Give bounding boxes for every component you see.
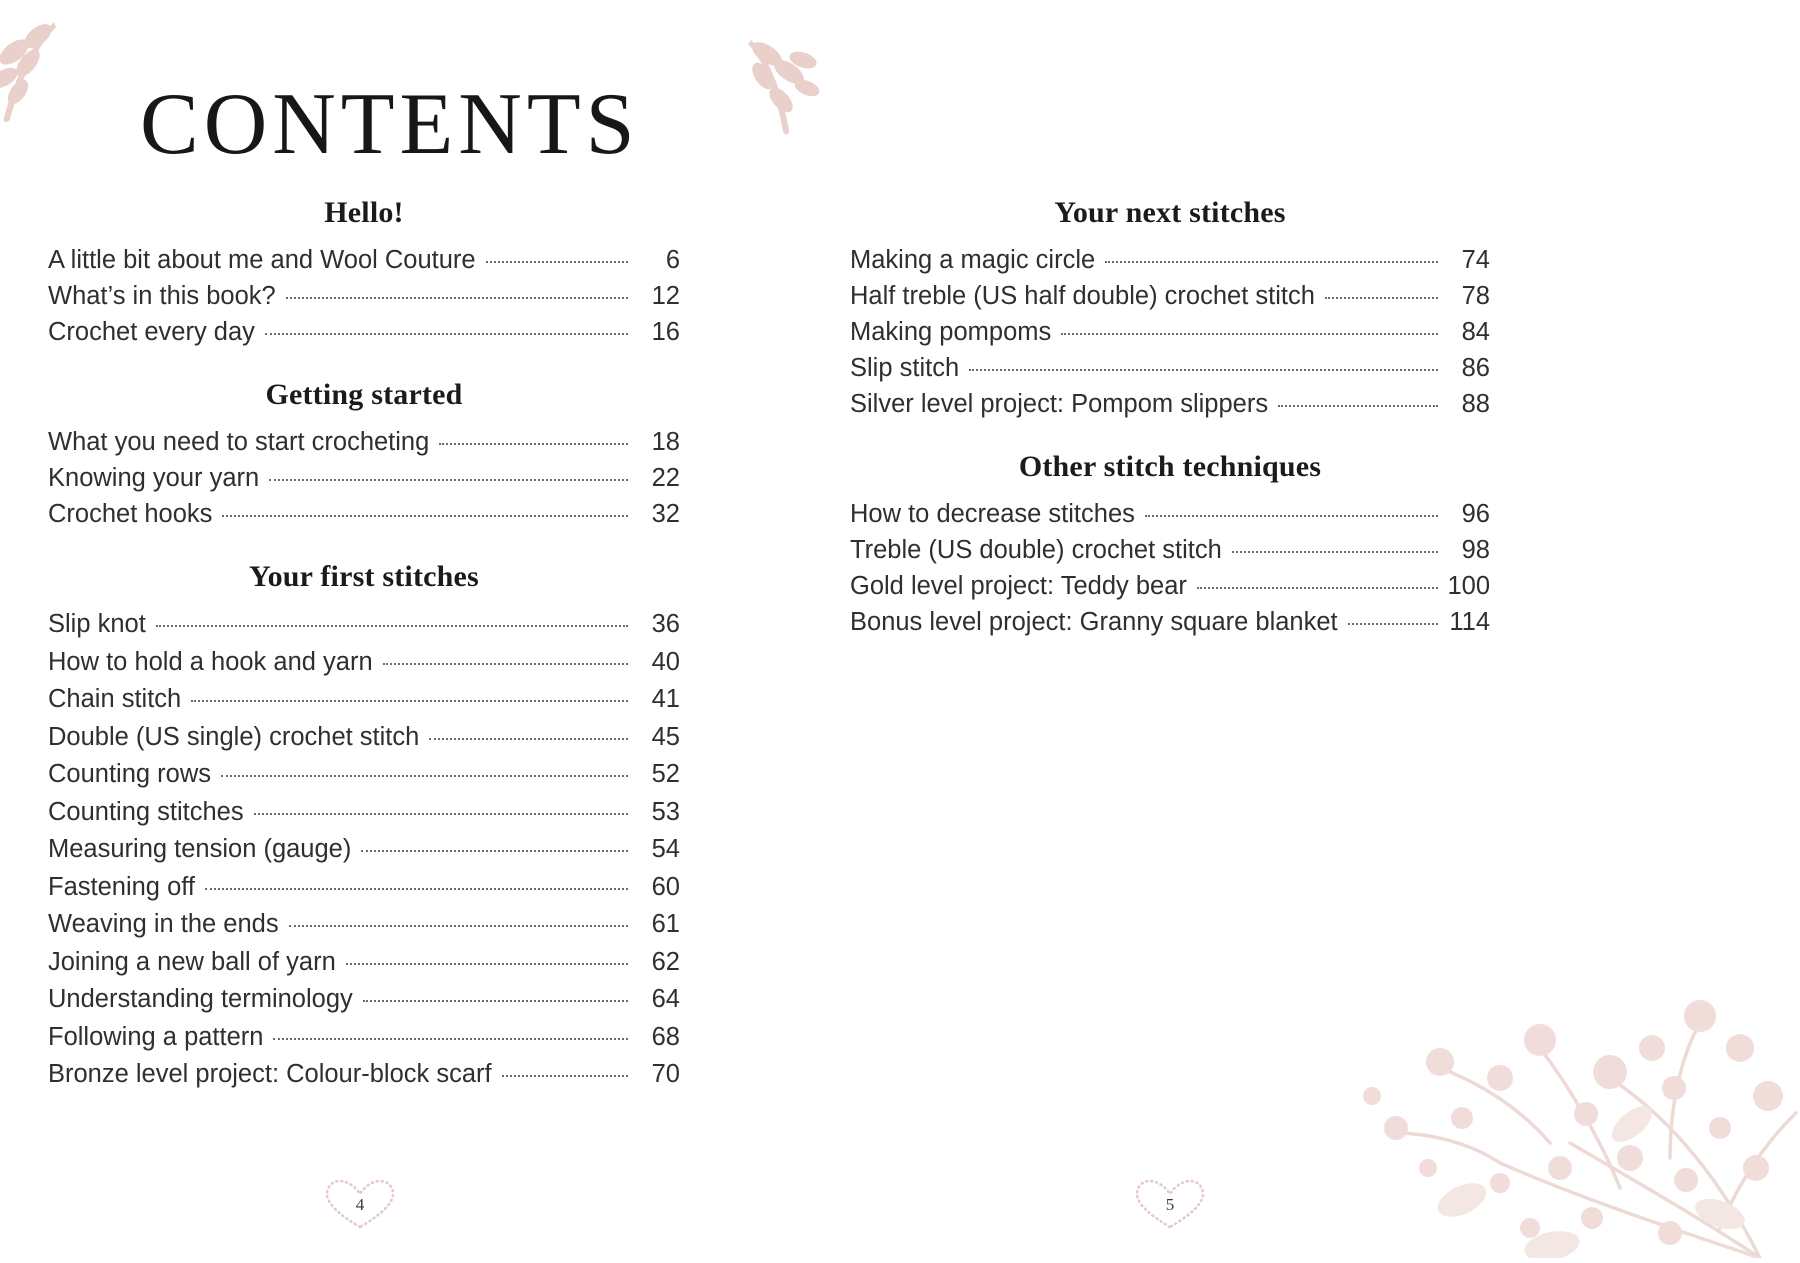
toc-entry-label: Measuring tension (gauge) (48, 835, 352, 863)
toc-entry[interactable] (48, 1019, 680, 1057)
toc-entry-label: What’s in this book? (48, 282, 276, 310)
toc-entry[interactable] (48, 314, 680, 350)
toc-entry[interactable] (48, 424, 680, 460)
toc-entry-label: Double (US single) crochet stitch (48, 722, 420, 751)
toc-entry-label: Silver level project: Pompom slippers (850, 390, 1269, 418)
toc-entry-page: 74 (1461, 246, 1490, 274)
toc-entry-page: 36 (651, 610, 680, 638)
toc-leader-dots (1145, 514, 1438, 517)
toc-entry-page: 96 (1461, 500, 1490, 528)
toc-entry-label: Following a pattern (48, 1022, 264, 1051)
page-title: CONTENTS (140, 75, 640, 173)
toc-entry-label: Half treble (US half double) crochet stitch (850, 282, 1315, 310)
toc-entry-label: Treble (US double) crochet stitch (850, 536, 1222, 564)
toc-entry-page: 70 (651, 1060, 680, 1088)
toc-leader-dots (486, 260, 628, 263)
toc-entry-page: 52 (651, 760, 680, 788)
page-number: 5 (1165, 1195, 1175, 1214)
leaf-sprig-icon (0, 18, 74, 133)
toc-entry-page: 64 (651, 985, 680, 1013)
toc-entry-label: Understanding terminology (48, 985, 353, 1013)
toc-section-other-stitch-techniques (850, 450, 1490, 640)
toc-entry-page: 32 (651, 500, 680, 528)
toc-entry-label: Fastening off (48, 872, 195, 901)
toc-entry-page: 40 (651, 647, 680, 676)
toc-entry-label: Bonus level project: Granny square blanket (850, 608, 1338, 636)
toc-entry-page: 22 (651, 464, 680, 492)
toc-entry-page: 88 (1461, 390, 1490, 418)
toc-entry-label: Chain stitch (48, 685, 182, 713)
toc-entry-label: Making a magic circle (850, 246, 1096, 274)
toc-leader-dots (156, 624, 628, 627)
toc-entry-label: Bronze level project: Colour-block scarf (48, 1060, 492, 1088)
toc-column-left (48, 196, 680, 1100)
toc-entry-page: 62 (651, 947, 680, 976)
toc-entry-label: A little bit about me and Wool Couture (48, 246, 476, 274)
toc-leader-dots (191, 699, 628, 702)
berry-branch-icon (1200, 928, 1800, 1263)
toc-leader-dots (346, 962, 628, 965)
toc-entry[interactable] (850, 350, 1490, 386)
toc-entry-page: 78 (1461, 282, 1490, 310)
toc-section-your-first-stitches (48, 560, 680, 1094)
toc-column-right (850, 196, 1490, 646)
leaf-sprig-icon (745, 38, 835, 143)
toc-entry[interactable] (48, 681, 680, 719)
section-heading: Other stitch techniques (1018, 450, 1322, 483)
toc-entry[interactable] (850, 532, 1490, 568)
page-number: 4 (355, 1195, 365, 1214)
toc-entry[interactable] (48, 1056, 680, 1094)
section-heading: Hello! (324, 196, 404, 229)
toc-leader-dots (222, 514, 628, 517)
toc-leader-dots (289, 924, 628, 927)
toc-leader-dots (363, 999, 628, 1002)
toc-section-your-next-stitches (850, 196, 1490, 422)
toc-leader-dots (429, 737, 628, 740)
page-marker-left (315, 1175, 405, 1235)
toc-leader-dots (1197, 586, 1438, 589)
toc-entry-label: Slip knot (48, 610, 146, 638)
toc-entry-label: Making pompoms (850, 318, 1052, 346)
toc-entry[interactable] (48, 606, 680, 644)
toc-entry[interactable] (48, 496, 680, 532)
toc-leader-dots (1105, 260, 1438, 263)
toc-entry[interactable] (850, 314, 1490, 350)
toc-entry-label: Crochet every day (48, 318, 255, 346)
toc-entry-label: Crochet hooks (48, 500, 213, 528)
toc-entry-label: Slip stitch (850, 354, 960, 382)
toc-leader-dots (1278, 404, 1438, 407)
toc-entry-page: 18 (651, 428, 680, 456)
toc-entry-page: 114 (1449, 608, 1490, 636)
toc-entry[interactable] (48, 869, 680, 907)
toc-entry[interactable] (850, 604, 1490, 640)
toc-entry-label: Counting rows (48, 760, 211, 788)
toc-leader-dots (1061, 332, 1438, 335)
toc-entry-page: 86 (1461, 354, 1490, 382)
toc-leader-dots (286, 296, 628, 299)
toc-entry[interactable] (850, 278, 1490, 314)
toc-entry[interactable] (48, 756, 680, 794)
toc-leader-dots (361, 849, 628, 852)
toc-leader-dots (969, 368, 1438, 371)
toc-entry[interactable] (48, 906, 680, 944)
toc-entry[interactable] (48, 242, 680, 278)
toc-entry[interactable] (850, 568, 1490, 604)
toc-leader-dots (1325, 296, 1438, 299)
toc-leader-dots (221, 774, 628, 777)
toc-entry-label: How to hold a hook and yarn (48, 647, 373, 676)
toc-leader-dots (205, 887, 628, 890)
toc-leader-dots (269, 478, 628, 481)
toc-entry-page: 16 (651, 318, 680, 346)
toc-entry[interactable] (850, 496, 1490, 532)
toc-section-hello (48, 196, 680, 350)
toc-entry-page: 6 (665, 246, 680, 274)
toc-entry-page: 98 (1461, 536, 1490, 564)
toc-entry[interactable] (850, 242, 1490, 278)
toc-entry-page: 45 (651, 722, 680, 751)
toc-entry-page: 41 (651, 685, 680, 713)
toc-entry[interactable] (48, 981, 680, 1019)
toc-entry[interactable] (48, 831, 680, 869)
toc-entry-label: Joining a new ball of yarn (48, 947, 336, 976)
toc-entry-page: 68 (651, 1022, 680, 1051)
toc-entry[interactable] (48, 278, 680, 314)
toc-leader-dots (265, 332, 628, 335)
toc-entry-label: Counting stitches (48, 797, 244, 826)
toc-leader-dots (439, 442, 628, 445)
toc-leader-dots (1348, 622, 1438, 625)
section-heading: Your first stitches (249, 560, 479, 593)
toc-entry[interactable] (48, 944, 680, 982)
toc-entry-page: 61 (651, 910, 680, 938)
toc-entry-page: 60 (651, 872, 680, 901)
toc-leader-dots (502, 1074, 628, 1077)
toc-entry[interactable] (48, 460, 680, 496)
toc-leader-dots (1232, 550, 1438, 553)
section-heading: Getting started (265, 378, 463, 411)
toc-entry[interactable] (48, 719, 680, 757)
toc-entry-label: What you need to start crocheting (48, 428, 430, 456)
toc-entry[interactable] (48, 794, 680, 832)
toc-entry[interactable] (48, 644, 680, 682)
toc-leader-dots (273, 1037, 628, 1040)
toc-entry-page: 53 (651, 797, 680, 826)
section-heading: Your next stitches (1054, 196, 1286, 229)
toc-entry-page: 100 (1447, 572, 1490, 600)
toc-entry-page: 54 (651, 835, 680, 863)
toc-entry-page: 12 (651, 282, 680, 310)
page-marker-right (1125, 1175, 1215, 1235)
toc-entry-page: 84 (1461, 318, 1490, 346)
toc-entry[interactable] (850, 386, 1490, 422)
toc-leader-dots (383, 662, 628, 665)
toc-section-getting-started (48, 378, 680, 532)
toc-entry-label: Gold level project: Teddy bear (850, 572, 1187, 600)
toc-entry-label: Weaving in the ends (48, 910, 279, 938)
toc-entry-label: Knowing your yarn (48, 464, 260, 492)
toc-leader-dots (254, 812, 628, 815)
toc-entry-label: How to decrease stitches (850, 500, 1135, 528)
